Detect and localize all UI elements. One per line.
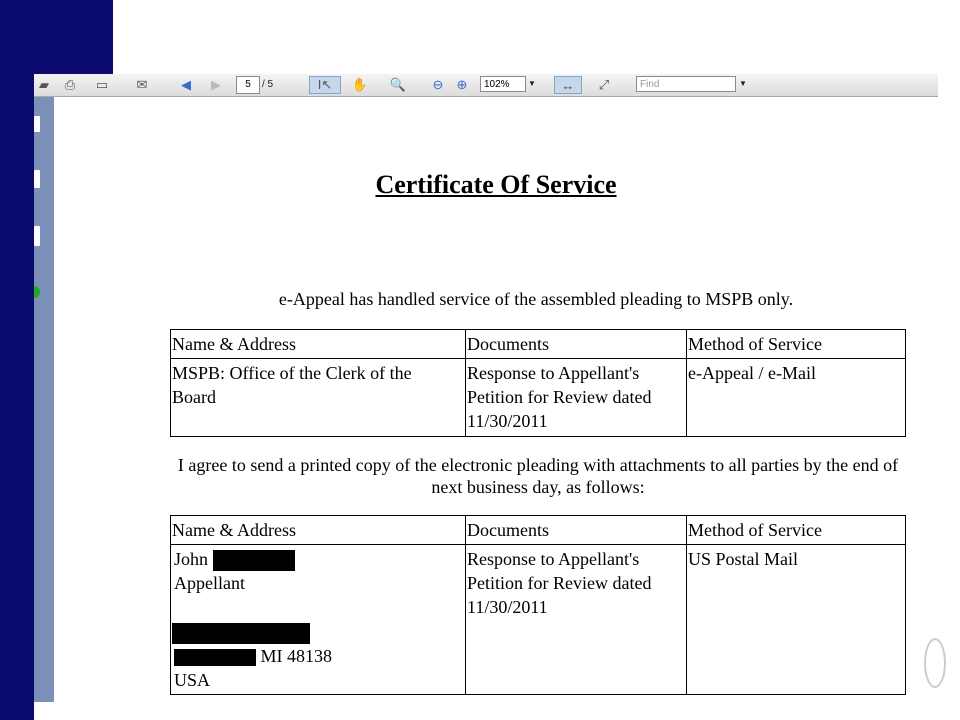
zoom-in-icon[interactable]: ⊕ (456, 77, 468, 92)
recipient-name-cell: MSPB: Office of the Clerk of the Board (171, 359, 466, 437)
zoom-tool-icon[interactable]: 🔍 (389, 77, 407, 92)
print-icon[interactable]: ⎙ (64, 77, 76, 92)
mspb-service-statement: e-Appeal has handled service of the assembled pleading to MSPB only. (278, 289, 794, 309)
documents-cell: Response to Appellant's Petition for Review dated 11/30/2011 (466, 545, 687, 695)
printed-copy-statement: I agree to send a printed copy of the electronic pleading with attachments to all parties by the end of next business day, as follows: (177, 455, 899, 497)
folder-icon[interactable]: ▰ (39, 77, 49, 92)
method-cell: US Postal Mail (687, 545, 906, 695)
redaction-bar (172, 623, 310, 644)
zoom-out-icon[interactable]: ⊖ (432, 77, 444, 92)
table-header-row (171, 516, 906, 545)
zoom-dropdown-chevron-icon[interactable]: ▼ (528, 79, 536, 88)
signatures-panel-icon[interactable] (34, 226, 40, 246)
redaction-bar (213, 550, 295, 571)
find-input[interactable]: Find (636, 76, 736, 92)
table-header-row (171, 330, 906, 359)
header-documents: Documents (466, 330, 687, 359)
select-tool-icon[interactable]: I↖ (309, 76, 341, 94)
attachments-panel-icon[interactable] (34, 170, 40, 188)
recipient-name-cell: John Appellant MI 48138 USA (171, 545, 466, 695)
page-number-input[interactable]: 5 (236, 76, 260, 94)
table-row (171, 545, 906, 695)
service-table-mspb (170, 329, 906, 437)
hand-tool-icon[interactable]: ✋ (351, 77, 369, 92)
viewer-bottom-margin (34, 702, 938, 720)
navigation-pane-strip[interactable] (34, 74, 54, 704)
document-title: Certificate Of Service (375, 170, 617, 199)
pdf-document-page (54, 97, 938, 702)
page-total-label: / 5 (262, 79, 274, 90)
documents-cell: Response to Appellant's Petition for Review dated 11/30/2011 (466, 359, 687, 437)
header-method-of-service: Method of Service (687, 516, 906, 545)
method-cell: e-Appeal / e-Mail (687, 359, 906, 437)
find-dropdown-chevron-icon[interactable]: ▼ (739, 79, 747, 88)
header-name-address: Name & Address (171, 516, 466, 545)
layers-panel-icon[interactable] (34, 286, 40, 298)
pdf-viewer-toolbar (34, 74, 938, 97)
redaction-bar (174, 649, 256, 666)
previous-page-icon[interactable]: ◀ (181, 77, 191, 92)
zoom-level-input[interactable]: 102% (480, 76, 526, 92)
seal-logo-icon (924, 638, 946, 688)
header-documents: Documents (466, 516, 687, 545)
fit-page-icon[interactable]: ⤢ (598, 77, 610, 92)
next-page-icon[interactable]: ▶ (211, 77, 221, 92)
table-row (171, 359, 906, 437)
header-method-of-service: Method of Service (687, 330, 906, 359)
pages-panel-icon[interactable] (34, 116, 40, 132)
fit-width-icon[interactable]: ↔ (554, 76, 582, 94)
header-name-address: Name & Address (171, 330, 466, 359)
email-icon[interactable]: ✉ (136, 77, 148, 92)
save-icon[interactable]: ▭ (95, 77, 109, 92)
service-table-parties (170, 515, 906, 695)
